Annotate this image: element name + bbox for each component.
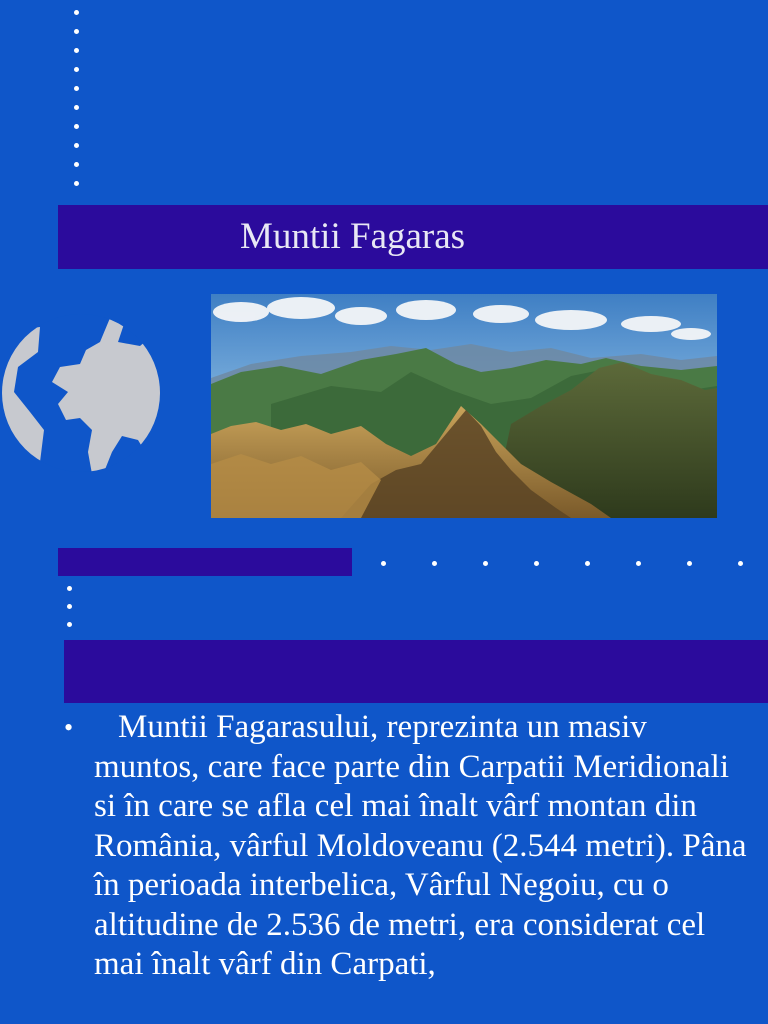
body-paragraph bbox=[94, 708, 754, 985]
accent-bar bbox=[58, 548, 352, 576]
mountain-photo bbox=[211, 294, 717, 518]
title-band bbox=[58, 205, 768, 269]
body-text: Muntii Fagarasului, reprezinta un masiv muntos, care face parte din Carpatii Meridionali si în care se afla cel mai înalt vârf montan din România, vârful Moldoveanu (2.544 metri). Pâna în perioada interbelica, Vârful Negoiu, cu o altitudine de 2.536 de metri, era considerat cel mai înalt vârf din Carpati, bbox=[94, 709, 747, 982]
globe-icon bbox=[0, 312, 162, 474]
content-header-bar bbox=[64, 640, 768, 703]
bullet-marker: • bbox=[64, 713, 74, 742]
slide-title: Muntii Fagaras bbox=[240, 216, 466, 257]
